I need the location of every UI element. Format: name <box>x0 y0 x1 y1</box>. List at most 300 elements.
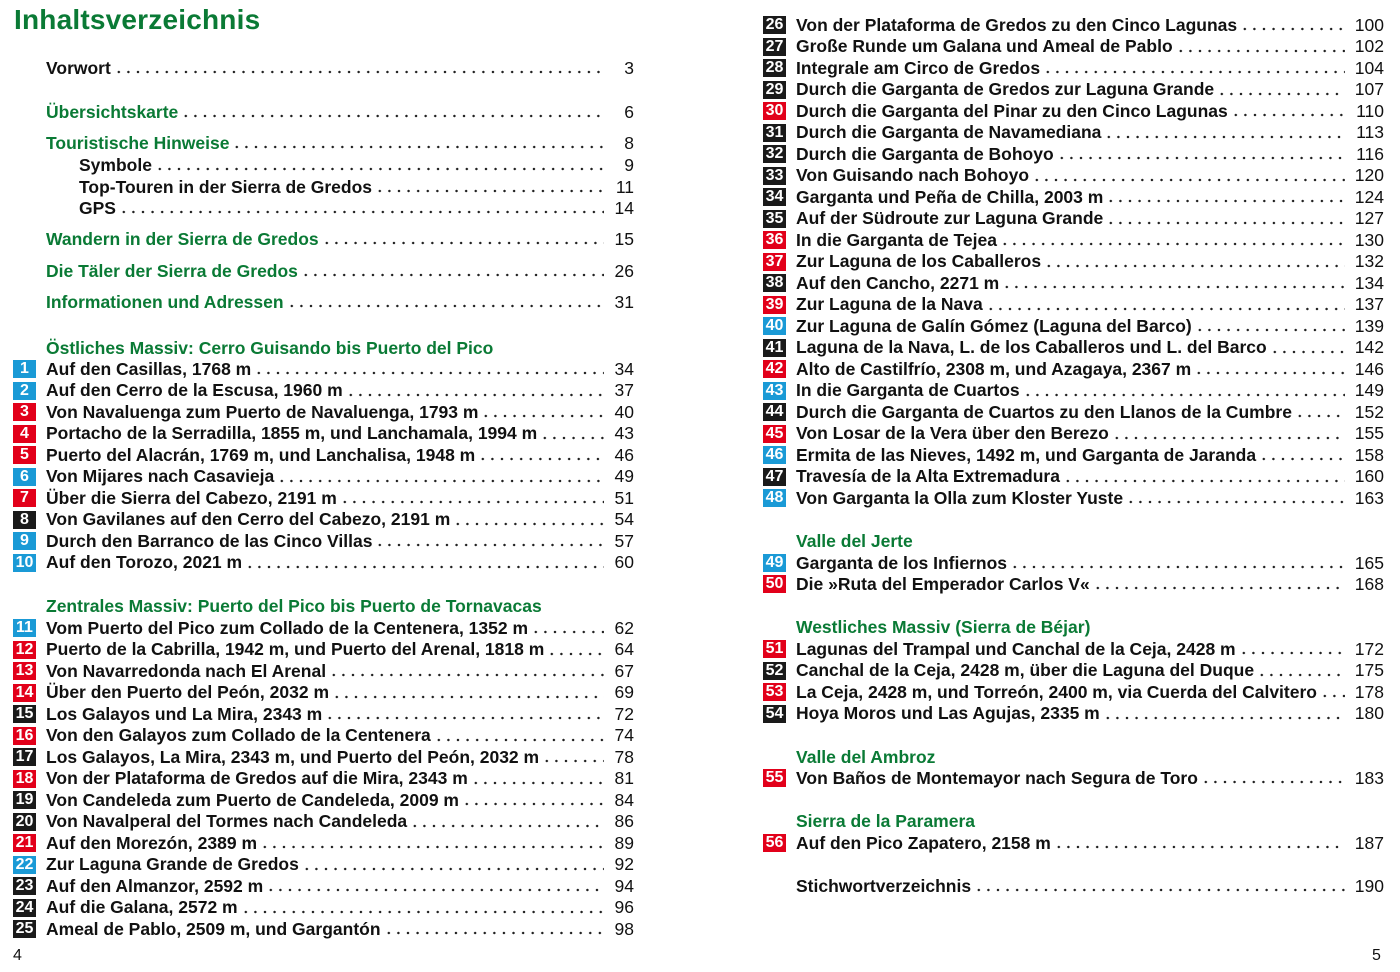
dot-leader <box>1054 845 1345 849</box>
toc-entry-title: Zur Laguna de Galín Gómez (Laguna del Barco) <box>796 315 1192 336</box>
dot-leader <box>478 457 604 461</box>
toc-entry[interactable] <box>20 466 634 488</box>
tour-number-badge: 19 <box>13 791 36 809</box>
toc-entry-title: Von der Plataforma de Gredos zu den Cinco Lagunas <box>796 14 1238 35</box>
dot-leader <box>119 210 604 214</box>
toc-section-header <box>796 746 1384 768</box>
toc-entry[interactable] <box>765 79 1384 101</box>
toc-page-number: 49 <box>614 466 634 486</box>
toc-entry[interactable] <box>765 294 1384 316</box>
toc-entry-title: GPS <box>79 197 116 218</box>
toc-entry-title: Von Candeleda zum Puerto de Candeleda, 2009 m <box>46 789 459 810</box>
toc-entry[interactable] <box>765 186 1384 208</box>
toc-entry[interactable] <box>765 703 1384 725</box>
toc-entry[interactable] <box>15 832 634 854</box>
tour-number-badge: 18 <box>13 770 36 788</box>
toc-entry-title: Von Mijares nach Casavieja <box>46 466 275 486</box>
tour-number-badge: 36 <box>763 231 786 249</box>
toc-entry-title: Los Galayos, La Mira, 2343 m, und Puerto del Peón, 2032 m <box>46 746 540 767</box>
tour-number-badge: 11 <box>13 619 36 637</box>
tour-number-badge: 20 <box>13 813 36 831</box>
toc-entry[interactable] <box>765 444 1384 466</box>
page-title: Inhaltsverzeichnis <box>14 4 261 35</box>
toc-entry[interactable] <box>20 444 634 466</box>
dot-leader <box>1093 586 1345 590</box>
toc-entry-title: La Ceja, 2428 m, und Torreón, 2400 m, via Cuerda del Calvitero <box>796 681 1317 702</box>
toc-entry-title: Auf den Pico Zapatero, 2158 m <box>796 832 1051 853</box>
toc-entry-title: Von Guisando nach Bohoyo <box>796 165 1030 185</box>
dot-leader <box>325 716 604 720</box>
toc-page-number: 190 <box>1354 875 1384 896</box>
dot-leader <box>974 888 1345 892</box>
toc-entry[interactable] <box>15 682 634 704</box>
toc-entry[interactable] <box>765 423 1384 445</box>
dot-leader <box>375 543 604 547</box>
tour-number-badge: 23 <box>13 877 36 895</box>
tour-number-badge: 15 <box>13 705 36 723</box>
toc-page-number: 180 <box>1354 703 1384 723</box>
tour-number-badge: 41 <box>763 339 786 357</box>
toc-page-number: 168 <box>1354 573 1384 594</box>
dot-leader <box>375 189 604 193</box>
dot-leader <box>481 414 604 418</box>
toc-entry[interactable] <box>765 251 1384 273</box>
toc-entry[interactable] <box>765 832 1384 854</box>
toc-entry-title: Die Täler der Sierra de Gredos <box>46 260 298 281</box>
toc-entry-title: Über den Puerto del Peón, 2032 m <box>46 682 329 702</box>
dot-leader <box>340 500 604 504</box>
tour-number-badge: 30 <box>763 102 786 120</box>
dot-leader <box>1010 565 1345 569</box>
toc-page-number: 163 <box>1354 487 1384 508</box>
toc-entry[interactable] <box>20 401 634 423</box>
tour-number-badge: 22 <box>13 856 36 874</box>
toc-entry[interactable] <box>765 143 1384 165</box>
toc-entry[interactable] <box>765 466 1384 488</box>
toc-entry-title: Vom Puerto del Pico zum Collado de la Centenera, 1352 m <box>46 617 529 638</box>
toc-entry[interactable] <box>46 57 634 79</box>
toc-entry[interactable] <box>765 122 1384 144</box>
dot-leader <box>232 145 604 149</box>
toc-page-number: 94 <box>614 875 634 896</box>
toc-entry[interactable] <box>16 617 634 639</box>
toc-entry[interactable] <box>20 423 634 445</box>
toc-entry-title: In die Garganta de Cuartos <box>796 380 1020 400</box>
toc-entry[interactable] <box>20 530 634 552</box>
toc-entry[interactable] <box>765 165 1384 187</box>
dot-leader <box>266 888 604 892</box>
tour-number-badge: 34 <box>763 188 786 206</box>
toc-entry-title: Symbole <box>79 154 152 175</box>
tour-number-badge: 42 <box>763 360 786 378</box>
toc-page-number: 86 <box>614 811 634 831</box>
dot-leader <box>1032 178 1345 182</box>
toc-page-number: 155 <box>1354 423 1384 443</box>
toc-entry-title: Top-Touren in der Sierra de Gredos <box>79 176 373 197</box>
dot-leader <box>332 695 604 699</box>
dot-leader <box>322 241 604 245</box>
toc-entry-title: Puerto de la Cabrilla, 1942 m, und Puerto del Arenal, 1818 m <box>46 639 545 659</box>
toc-entry[interactable] <box>765 229 1384 251</box>
toc-page-number: 146 <box>1354 358 1384 379</box>
toc-entry[interactable] <box>15 811 634 833</box>
toc-entry-title: Travesía de la Alta Extremadura <box>796 466 1060 486</box>
toc-entry-title: Durch die Garganta de Navamediana <box>796 122 1102 142</box>
toc-entry[interactable] <box>765 767 1384 789</box>
toc-entry-title: Von Gavilanes auf den Cerro del Cabezo, 2191 m <box>46 509 451 529</box>
toc-entry[interactable] <box>15 703 634 725</box>
toc-page-number: 72 <box>614 703 634 724</box>
toc-entry-title: Auf den Cerro de la Escusa, 1960 m <box>46 380 343 400</box>
toc-entry-title: Von Baños de Montemayor nach Segura de Toro <box>796 767 1198 788</box>
tour-number-badge: 12 <box>13 641 36 659</box>
toc-page-number: 187 <box>1354 832 1384 853</box>
dot-leader <box>1176 49 1345 53</box>
dot-leader <box>1231 113 1346 117</box>
toc-page-number: 139 <box>1354 315 1384 336</box>
toc-page-number: 137 <box>1354 294 1384 314</box>
toc-entry[interactable] <box>20 509 634 531</box>
dot-leader <box>986 307 1345 311</box>
toc-entry-title: Zentrales Massiv: Puerto del Pico bis Puerto de Tornavacas <box>46 595 542 616</box>
dot-leader <box>1201 780 1345 784</box>
toc-entry[interactable] <box>46 101 634 123</box>
dot-leader <box>434 738 604 742</box>
tour-number-badge: 13 <box>13 662 36 680</box>
toc-entry[interactable] <box>765 315 1384 337</box>
dot-leader <box>1002 285 1345 289</box>
toc-entry-title: Auf der Südroute zur Laguna Grande <box>796 208 1104 228</box>
toc-entry-title: Von Navaluenga zum Puerto de Navaluenga, 1793 m <box>46 401 479 422</box>
toc-page-number: 78 <box>614 746 634 767</box>
toc-entry-title: Von Losar de la Vera über den Berezo <box>796 423 1109 443</box>
toc-page-number: 152 <box>1354 401 1384 422</box>
toc-page-number: 34 <box>614 358 634 379</box>
dot-leader <box>1063 479 1345 483</box>
tour-number-badge: 44 <box>763 403 786 421</box>
toc-page-number: 62 <box>614 617 634 638</box>
toc-entry-title: Durch die Garganta de Bohoyo <box>796 143 1054 164</box>
dot-leader <box>1023 393 1345 397</box>
toc-page-number: 178 <box>1354 681 1384 702</box>
toc-page-number: 100 <box>1354 14 1384 35</box>
toc-entry-title: Auf den Morezón, 2389 m <box>46 832 258 853</box>
tour-number-badge: 45 <box>763 425 786 443</box>
dot-leader <box>114 70 604 74</box>
toc-entry-title: Auf den Cancho, 2271 m <box>796 272 1000 293</box>
dot-leader <box>453 522 604 526</box>
toc-entry[interactable] <box>765 57 1384 79</box>
toc-entry-title: Von Navalperal del Tormes nach Candeleda <box>46 811 408 831</box>
toc-entry-title: Von Garganta la Olla zum Kloster Yuste <box>796 487 1124 508</box>
dot-leader <box>384 931 604 935</box>
toc-entry[interactable] <box>765 638 1384 660</box>
toc-entry-title: Los Galayos und La Mira, 2343 m <box>46 703 323 724</box>
dot-leader <box>1270 350 1345 354</box>
dot-leader <box>346 393 604 397</box>
tour-number-badge: 29 <box>763 81 786 99</box>
toc-entry[interactable] <box>765 401 1384 423</box>
tour-number-badge: 16 <box>13 727 36 745</box>
toc-entry-title: Valle del Ambroz <box>796 746 936 767</box>
toc-entry-title: Östliches Massiv: Cerro Guisando bis Puerto del Pico <box>46 337 494 358</box>
toc-entry[interactable] <box>15 768 634 790</box>
toc-page-number: 84 <box>614 789 634 810</box>
toc-section-header <box>46 337 634 359</box>
dot-leader <box>254 371 604 375</box>
toc-page-number: 149 <box>1354 380 1384 400</box>
toc-entry-title: Wandern in der Sierra de Gredos <box>46 228 319 249</box>
toc-entry[interactable] <box>46 228 634 250</box>
toc-entry[interactable] <box>46 291 634 313</box>
toc-entry[interactable] <box>15 725 634 747</box>
tour-number-badge: 52 <box>763 662 786 680</box>
toc-page-number: 132 <box>1354 251 1384 271</box>
dot-leader <box>1057 156 1346 160</box>
tour-number-badge: 27 <box>763 38 786 56</box>
dot-leader <box>1043 70 1345 74</box>
dot-leader <box>241 910 604 914</box>
toc-entry[interactable] <box>765 208 1384 230</box>
dot-leader <box>260 845 604 849</box>
tour-number-badge: 3 <box>13 403 36 421</box>
tour-number-badge: 51 <box>763 640 786 658</box>
toc-entry-title: Von den Galayos zum Collado de la Centenera <box>46 725 431 745</box>
page-number-right: 5 <box>1372 947 1381 964</box>
toc-page-number: 6 <box>624 101 634 122</box>
toc-page-number: 92 <box>614 854 634 874</box>
tour-number-badge: 26 <box>763 16 786 34</box>
dot-leader <box>542 759 604 763</box>
toc-page-number: 160 <box>1354 466 1384 486</box>
toc-page-number: 124 <box>1354 186 1384 207</box>
toc-entry-title: Durch die Garganta de Cuartos zu den Llanos de la Cumbre <box>796 401 1292 422</box>
dot-leader <box>1295 414 1345 418</box>
toc-entry[interactable] <box>15 660 634 682</box>
toc-page-number: 51 <box>614 487 634 508</box>
tour-number-badge: 54 <box>763 705 786 723</box>
toc-page-number: 8 <box>624 132 634 153</box>
toc-entry[interactable] <box>15 746 634 768</box>
toc-page-number: 40 <box>614 401 634 422</box>
dot-leader <box>1106 221 1345 225</box>
tour-number-badge: 28 <box>763 59 786 77</box>
toc-page-number: 113 <box>1356 122 1384 142</box>
tour-number-badge: 1 <box>13 360 36 378</box>
tour-number-badge: 9 <box>13 532 36 550</box>
tour-number-badge: 50 <box>763 575 786 593</box>
tour-number-badge: 33 <box>763 167 786 185</box>
toc-entry[interactable] <box>20 487 634 509</box>
tour-number-badge: 46 <box>763 446 786 464</box>
dot-leader <box>1320 694 1345 698</box>
toc-entry-title: Auf die Galana, 2572 m <box>46 897 238 917</box>
toc-entry-title: Große Runde um Galana und Ameal de Pablo <box>796 36 1173 56</box>
toc-page-number: 31 <box>614 291 634 312</box>
toc-section-header <box>796 616 1384 638</box>
toc-page-number: 15 <box>614 228 634 249</box>
dot-leader <box>155 167 604 171</box>
toc-entry-title: Übersichtskarte <box>46 101 179 122</box>
dot-leader <box>181 114 604 118</box>
dot-leader <box>1103 716 1345 720</box>
toc-entry-title: Ermita de las Nieves, 1492 m, und Garganta de Jaranda <box>796 444 1257 465</box>
toc-entry-title: Garganta und Peña de Chilla, 2003 m <box>796 186 1104 207</box>
toc-entry[interactable] <box>15 789 634 811</box>
toc-entry[interactable] <box>20 358 634 380</box>
toc-page-number: 172 <box>1354 638 1384 659</box>
toc-page-number: 127 <box>1354 208 1384 228</box>
toc-page-number: 142 <box>1354 337 1384 357</box>
dot-leader <box>245 565 604 569</box>
toc-entry[interactable] <box>15 918 634 940</box>
toc-entry[interactable] <box>765 272 1384 294</box>
toc-entry[interactable] <box>79 154 634 176</box>
toc-page-number: 158 <box>1354 444 1384 465</box>
tour-number-badge: 10 <box>13 554 36 572</box>
toc-entry[interactable] <box>15 552 634 574</box>
toc-entry[interactable] <box>765 573 1384 595</box>
toc-entry[interactable] <box>765 681 1384 703</box>
toc-page-number: 64 <box>614 639 634 659</box>
tour-number-badge: 43 <box>763 382 786 400</box>
toc-entry[interactable] <box>765 337 1384 359</box>
tour-number-badge: 25 <box>13 920 36 938</box>
toc-entry-title: Alto de Castilfrío, 2308 m, und Azagaya, 2367 m <box>796 358 1192 379</box>
toc-entry[interactable] <box>20 380 634 402</box>
toc-page-number: 98 <box>614 918 634 939</box>
tour-number-badge: 49 <box>763 554 786 572</box>
toc-page-number: 81 <box>614 768 634 788</box>
toc-section-header <box>796 810 1384 832</box>
toc-page-number: 67 <box>614 660 634 681</box>
tour-number-badge: 56 <box>763 834 786 852</box>
dot-leader <box>410 824 604 828</box>
tour-number-badge: 47 <box>763 468 786 486</box>
toc-entry[interactable] <box>765 36 1384 58</box>
toc-section-header <box>796 530 1384 552</box>
toc-page-number: 54 <box>614 509 634 529</box>
toc-entry-title: Portacho de la Serradilla, 1855 m, und Lanchamala, 1994 m <box>46 423 538 443</box>
toc-page-number: 3 <box>624 57 634 78</box>
toc-entry[interactable] <box>15 854 634 876</box>
toc-entry-title: Laguna de la Nava, L. de los Caballeros und L. del Barco <box>796 337 1267 357</box>
tour-number-badge: 21 <box>13 834 36 852</box>
toc-entry-title: Valle del Jerte <box>796 530 913 551</box>
toc-page-number: 134 <box>1354 272 1384 293</box>
toc-page-number: 46 <box>614 444 634 465</box>
dot-leader <box>287 304 604 308</box>
toc-entry[interactable] <box>796 875 1384 897</box>
tour-number-badge: 14 <box>13 684 36 702</box>
tour-number-badge: 31 <box>763 124 786 142</box>
toc-entry-title: Hoya Moros und Las Agujas, 2335 m <box>796 703 1100 723</box>
toc-entry[interactable] <box>79 176 634 198</box>
dot-leader <box>471 781 604 785</box>
tour-number-badge: 4 <box>13 425 36 443</box>
toc-page-number: 43 <box>614 423 634 443</box>
toc-entry[interactable] <box>15 897 634 919</box>
tour-number-badge: 39 <box>763 296 786 314</box>
toc-entry-title: Auf den Almanzor, 2592 m <box>46 875 264 896</box>
dot-leader <box>1240 27 1345 31</box>
toc-entry-title: Von Navarredonda nach El Arenal <box>46 660 327 681</box>
toc-entry-title: Durch die Garganta del Pinar zu den Cinco Lagunas <box>796 100 1228 121</box>
page-number-left: 4 <box>13 947 22 964</box>
dot-leader <box>1239 651 1345 655</box>
toc-entry[interactable] <box>765 660 1384 682</box>
toc-entry-title: Zur Laguna de la Nava <box>796 294 983 314</box>
dot-leader <box>1257 673 1345 677</box>
toc-section-header <box>46 595 634 617</box>
toc-page-number: 183 <box>1354 767 1384 788</box>
toc-page-number: 102 <box>1354 36 1384 56</box>
toc-entry[interactable] <box>46 260 634 282</box>
toc-entry[interactable] <box>765 552 1384 574</box>
toc-entry[interactable] <box>765 380 1384 402</box>
dot-leader <box>1126 500 1345 504</box>
toc-page-number: 116 <box>1356 143 1384 164</box>
toc-page-number: 104 <box>1354 57 1384 78</box>
toc-entry[interactable] <box>765 14 1384 36</box>
tour-number-badge: 7 <box>13 489 36 507</box>
toc-entry-title: Auf den Casillas, 1768 m <box>46 358 252 379</box>
toc-page-number: 120 <box>1354 165 1384 185</box>
toc-entry[interactable] <box>765 487 1384 509</box>
tour-number-badge: 37 <box>763 253 786 271</box>
toc-entry-title: Sierra de la Paramera <box>796 810 976 831</box>
toc-entry-title: Vorwort <box>46 57 111 78</box>
dot-leader <box>329 673 604 677</box>
dot-leader <box>301 273 604 277</box>
dot-leader <box>1106 199 1344 203</box>
toc-entry[interactable] <box>79 197 634 219</box>
toc-entry-title: Integrale am Circo de Gredos <box>796 57 1041 78</box>
tour-number-badge: 24 <box>13 899 36 917</box>
tour-number-badge: 38 <box>763 274 786 292</box>
toc-entry-title: Canchal de la Ceja, 2428 m, über die Laguna del Duque <box>796 660 1255 680</box>
toc-entry[interactable] <box>46 132 634 154</box>
toc-entry[interactable] <box>15 875 634 897</box>
dot-leader <box>1000 242 1345 246</box>
toc-entry-title: Lagunas del Trampal und Canchal de la Ceja, 2428 m <box>796 638 1236 659</box>
tour-number-badge: 6 <box>13 468 36 486</box>
toc-entry-title: Über die Sierra del Cabezo, 2191 m <box>46 487 337 508</box>
toc-entry[interactable] <box>765 100 1384 122</box>
toc-entry[interactable] <box>765 358 1384 380</box>
toc-page-number: 26 <box>614 260 634 281</box>
toc-page-number: 74 <box>614 725 634 745</box>
tour-number-badge: 35 <box>763 210 786 228</box>
dot-leader <box>1195 328 1345 332</box>
dot-leader <box>531 630 604 634</box>
toc-entry-title: Von der Plataforma de Gredos auf die Mira, 2343 m <box>46 768 468 788</box>
dot-leader <box>1217 92 1345 96</box>
toc-entry[interactable] <box>15 639 634 661</box>
toc-page-number: 175 <box>1354 660 1384 680</box>
toc-entry-title: Auf den Torozo, 2021 m <box>46 552 243 572</box>
toc-entry-title: Ameal de Pablo, 2509 m, und Gargantón <box>46 918 381 939</box>
toc-page-number: 110 <box>1356 100 1384 121</box>
toc-entry-title: Garganta de los Infiernos <box>796 552 1008 573</box>
tour-number-badge: 8 <box>13 511 36 529</box>
dot-leader <box>1194 371 1345 375</box>
toc-page-number: 96 <box>614 897 634 917</box>
toc-entry-title: Durch die Garganta de Gredos zur Laguna Grande <box>796 79 1215 99</box>
dot-leader <box>547 652 604 656</box>
toc-page-number: 130 <box>1354 229 1384 250</box>
dot-leader <box>540 436 604 440</box>
